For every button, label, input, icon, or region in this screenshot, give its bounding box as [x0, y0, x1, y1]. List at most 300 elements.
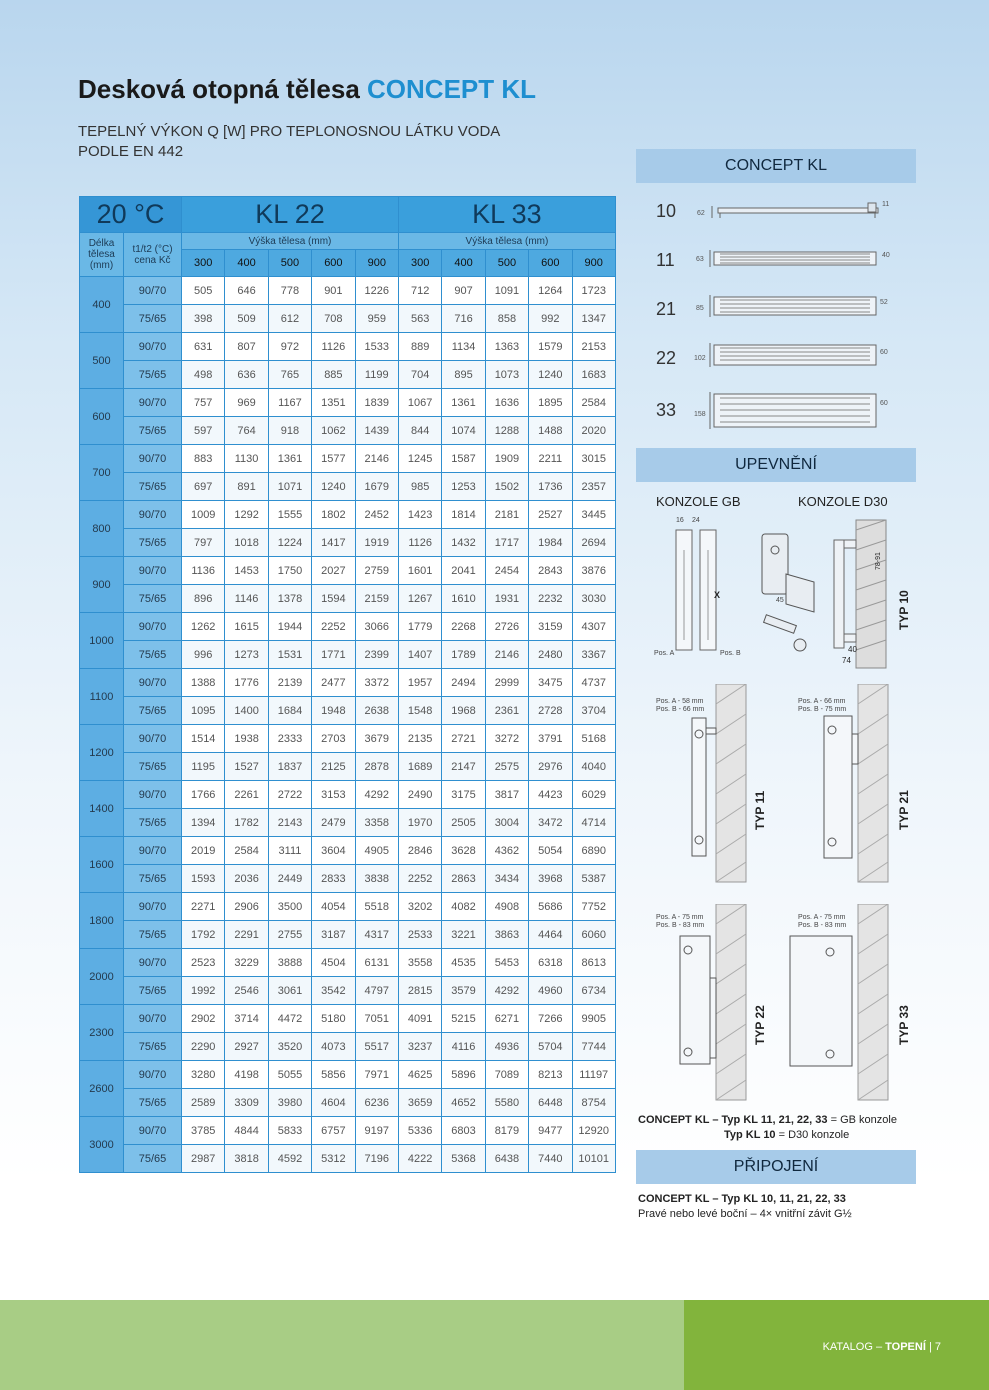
pos-b-label: Pos. B — [720, 650, 741, 657]
pripojeni-note-line-1: CONCEPT KL – Typ KL 10, 11, 21, 22, 33 — [638, 1193, 846, 1205]
value-cell: 7744 — [572, 1033, 615, 1061]
value-cell: 4472 — [268, 1005, 311, 1033]
value-cell: 11197 — [572, 1061, 615, 1089]
value-cell: 2291 — [225, 921, 268, 949]
value-cell: 895 — [442, 361, 485, 389]
value-cell: 1594 — [312, 585, 355, 613]
condition-cell: 90/70 — [124, 445, 182, 473]
length-cell: 2300 — [80, 1005, 124, 1061]
value-cell: 2846 — [398, 837, 441, 865]
value-cell: 1417 — [312, 529, 355, 557]
subtitle-line-1: TEPELNÝ VÝKON Q [W] PRO TEPLONOSNOU LÁTKU VODA — [78, 123, 501, 140]
value-cell: 3980 — [268, 1089, 311, 1117]
value-cell: 2703 — [312, 725, 355, 753]
value-cell: 1610 — [442, 585, 485, 613]
typ-33-label: TYP 33 — [897, 1005, 911, 1045]
value-cell: 3358 — [355, 809, 398, 837]
value-cell: 3838 — [355, 865, 398, 893]
table-row — [80, 1117, 616, 1145]
table-row — [80, 417, 616, 445]
value-cell: 1782 — [225, 809, 268, 837]
value-cell: 3968 — [529, 865, 572, 893]
length-cell: 1600 — [80, 837, 124, 893]
value-cell: 646 — [225, 277, 268, 305]
length-cell: 1200 — [80, 725, 124, 781]
value-cell: 1226 — [355, 277, 398, 305]
value-cell: 5336 — [398, 1117, 441, 1145]
value-cell: 1224 — [268, 529, 311, 557]
typ11-pos-b: Pos. B - 66 mm — [656, 706, 705, 713]
dim-x: X — [714, 590, 721, 600]
value-cell: 3475 — [529, 669, 572, 697]
value-cell: 1071 — [268, 473, 311, 501]
value-cell: 1717 — [485, 529, 528, 557]
value-cell: 901 — [312, 277, 355, 305]
value-cell: 1018 — [225, 529, 268, 557]
value-cell: 1931 — [485, 585, 528, 613]
t11-right-dim: 40 — [882, 252, 890, 259]
value-cell: 2271 — [182, 893, 225, 921]
bracket-3d-drawing — [762, 534, 814, 651]
condition-cell: 90/70 — [124, 1117, 182, 1145]
value-cell: 2722 — [268, 781, 311, 809]
height-label-kl33: Výška tělesa (mm) — [398, 233, 615, 250]
value-cell: 2833 — [312, 865, 355, 893]
value-cell: 844 — [398, 417, 441, 445]
length-cell: 900 — [80, 557, 124, 613]
typ33-pos-a: Pos. A - 75 mm — [798, 914, 846, 921]
value-cell: 3434 — [485, 865, 528, 893]
length-cell: 400 — [80, 277, 124, 333]
table-row — [80, 305, 616, 333]
value-cell: 1073 — [485, 361, 528, 389]
typ11-pos-a: Pos. A - 58 mm — [656, 698, 704, 705]
value-cell: 6060 — [572, 921, 615, 949]
value-cell: 1948 — [312, 697, 355, 725]
value-cell: 3679 — [355, 725, 398, 753]
value-cell: 3221 — [442, 921, 485, 949]
pripojeni-note-line-2: Pravé nebo levé boční – 4× vnitřní závit G½ — [638, 1208, 852, 1220]
value-cell: 712 — [398, 277, 441, 305]
radiator-typ21 — [824, 716, 858, 858]
pripojeni-bar: PŘIPOJENÍ — [636, 1150, 916, 1184]
value-cell: 8213 — [529, 1061, 572, 1089]
length-cell: 1400 — [80, 781, 124, 837]
value-cell: 1130 — [225, 445, 268, 473]
value-cell: 3153 — [312, 781, 355, 809]
condition-cell: 75/65 — [124, 865, 182, 893]
value-cell: 5055 — [268, 1061, 311, 1089]
value-cell: 2728 — [529, 697, 572, 725]
value-cell: 498 — [182, 361, 225, 389]
value-cell: 918 — [268, 417, 311, 445]
value-cell: 1601 — [398, 557, 441, 585]
value-cell: 1394 — [182, 809, 225, 837]
value-cell: 5453 — [485, 949, 528, 977]
value-cell: 2146 — [355, 445, 398, 473]
value-cell: 1363 — [485, 333, 528, 361]
value-cell: 2333 — [268, 725, 311, 753]
value-cell: 2906 — [225, 893, 268, 921]
value-cell: 1577 — [312, 445, 355, 473]
konzole-note-1-bold: CONCEPT KL – Typ KL 11, 21, 22, 33 — [638, 1114, 828, 1126]
dim-40: 40 — [848, 645, 857, 654]
value-cell: 5168 — [572, 725, 615, 753]
value-cell: 2361 — [485, 697, 528, 725]
value-cell: 2027 — [312, 557, 355, 585]
value-cell: 1683 — [572, 361, 615, 389]
value-cell: 1126 — [398, 529, 441, 557]
value-cell: 2159 — [355, 585, 398, 613]
value-cell: 2815 — [398, 977, 441, 1005]
value-cell: 891 — [225, 473, 268, 501]
value-cell: 3628 — [442, 837, 485, 865]
value-cell: 1199 — [355, 361, 398, 389]
condition-cell: 90/70 — [124, 557, 182, 585]
table-row — [80, 1033, 616, 1061]
dim-45: 45 — [776, 597, 784, 604]
value-cell: 858 — [485, 305, 528, 333]
typ21-pos-a: Pos. A - 66 mm — [798, 698, 846, 705]
condition-cell: 75/65 — [124, 1089, 182, 1117]
value-cell: 1091 — [485, 277, 528, 305]
value-cell: 3542 — [312, 977, 355, 1005]
value-cell: 6271 — [485, 1005, 528, 1033]
value-cell: 2357 — [572, 473, 615, 501]
value-cell: 5517 — [355, 1033, 398, 1061]
wall-typ21 — [858, 684, 888, 882]
typ22-pos-a: Pos. A - 75 mm — [656, 914, 704, 921]
value-cell: 3818 — [225, 1145, 268, 1173]
value-cell: 2252 — [398, 865, 441, 893]
value-cell: 398 — [182, 305, 225, 333]
value-cell: 3558 — [398, 949, 441, 977]
upevneni-bar: UPEVNĚNÍ — [636, 448, 916, 482]
dim-78-91: 78-91 — [875, 552, 882, 570]
length-cell: 3000 — [80, 1117, 124, 1173]
value-cell: 2454 — [485, 557, 528, 585]
condition-cell: 90/70 — [124, 669, 182, 697]
konzole-d30-label: KONZOLE D30 — [798, 494, 888, 509]
length-cell: 2000 — [80, 949, 124, 1005]
value-cell: 8179 — [485, 1117, 528, 1145]
value-cell: 9477 — [529, 1117, 572, 1145]
condition-cell: 75/65 — [124, 1145, 182, 1173]
value-cell: 3579 — [442, 977, 485, 1005]
value-cell: 2147 — [442, 753, 485, 781]
value-cell: 4737 — [572, 669, 615, 697]
table-row — [80, 361, 616, 389]
value-cell: 3785 — [182, 1117, 225, 1145]
type-21-label: 21 — [656, 299, 677, 319]
value-cell: 1488 — [529, 417, 572, 445]
value-cell: 4082 — [442, 893, 485, 921]
value-cell: 1814 — [442, 501, 485, 529]
value-cell: 4423 — [529, 781, 572, 809]
value-cell: 2999 — [485, 669, 528, 697]
value-cell: 2863 — [442, 865, 485, 893]
table-row — [80, 949, 616, 977]
value-cell: 4091 — [398, 1005, 441, 1033]
table-row — [80, 1145, 616, 1173]
value-cell: 8613 — [572, 949, 615, 977]
condition-cell: 75/65 — [124, 809, 182, 837]
value-cell: 2480 — [529, 641, 572, 669]
value-cell: 1453 — [225, 557, 268, 585]
length-cell: 1100 — [80, 669, 124, 725]
value-cell: 3817 — [485, 781, 528, 809]
value-cell: 509 — [225, 305, 268, 333]
value-cell: 3704 — [572, 697, 615, 725]
value-cell: 1531 — [268, 641, 311, 669]
value-cell: 764 — [225, 417, 268, 445]
value-cell: 7051 — [355, 1005, 398, 1033]
type-33-label: 33 — [656, 400, 677, 420]
value-cell: 1126 — [312, 333, 355, 361]
value-cell: 1839 — [355, 389, 398, 417]
value-cell: 3175 — [442, 781, 485, 809]
value-cell: 3004 — [485, 809, 528, 837]
value-cell: 4040 — [572, 753, 615, 781]
value-cell: 597 — [182, 417, 225, 445]
value-cell: 1736 — [529, 473, 572, 501]
value-cell: 2726 — [485, 613, 528, 641]
value-cell: 3367 — [572, 641, 615, 669]
table-row — [80, 669, 616, 697]
value-cell: 1240 — [529, 361, 572, 389]
value-cell: 1527 — [225, 753, 268, 781]
value-cell: 2135 — [398, 725, 441, 753]
value-cell: 2589 — [182, 1089, 225, 1117]
value-cell: 2399 — [355, 641, 398, 669]
value-cell: 2020 — [572, 417, 615, 445]
value-cell: 3237 — [398, 1033, 441, 1061]
value-cell: 2976 — [529, 753, 572, 781]
value-cell: 2987 — [182, 1145, 225, 1173]
value-cell: 8754 — [572, 1089, 615, 1117]
value-cell: 1944 — [268, 613, 311, 641]
value-cell: 7089 — [485, 1061, 528, 1089]
value-cell: 1792 — [182, 921, 225, 949]
group-kl33-header: KL 33 — [398, 197, 615, 233]
table-row — [80, 809, 616, 837]
value-cell: 2479 — [312, 809, 355, 837]
value-cell: 889 — [398, 333, 441, 361]
value-cell: 1992 — [182, 977, 225, 1005]
konzole-note-1-rest: = GB konzole — [827, 1114, 897, 1126]
table-row — [80, 473, 616, 501]
value-cell: 2125 — [312, 753, 355, 781]
table-row — [80, 977, 616, 1005]
value-cell: 1684 — [268, 697, 311, 725]
value-cell: 704 — [398, 361, 441, 389]
value-cell: 4073 — [312, 1033, 355, 1061]
condition-cell: 90/70 — [124, 837, 182, 865]
typ-21-label: TYP 21 — [897, 790, 911, 830]
value-cell: 3372 — [355, 669, 398, 697]
wall-typ22 — [716, 904, 746, 1100]
value-cell: 4908 — [485, 893, 528, 921]
value-cell: 7196 — [355, 1145, 398, 1173]
footer-page-number: | 7 — [928, 1341, 941, 1353]
footer-section: TOPENÍ — [885, 1341, 926, 1353]
value-cell: 1750 — [268, 557, 311, 585]
value-cell: 2878 — [355, 753, 398, 781]
value-cell: 2232 — [529, 585, 572, 613]
temperature-header: 20 °C — [80, 197, 182, 233]
condition-cell: 75/65 — [124, 697, 182, 725]
dim-16: 16 — [676, 517, 684, 524]
condition-cell: 75/65 — [124, 921, 182, 949]
value-cell: 1167 — [268, 389, 311, 417]
wall-typ33 — [858, 904, 888, 1100]
value-cell: 1579 — [529, 333, 572, 361]
value-cell: 1195 — [182, 753, 225, 781]
value-cell: 3791 — [529, 725, 572, 753]
value-cell: 2584 — [225, 837, 268, 865]
value-cell: 969 — [225, 389, 268, 417]
dim-24: 24 — [692, 517, 700, 524]
value-cell: 3445 — [572, 501, 615, 529]
value-cell: 2694 — [572, 529, 615, 557]
condition-cell: 90/70 — [124, 725, 182, 753]
value-cell: 2290 — [182, 1033, 225, 1061]
typ-10-label: TYP 10 — [897, 590, 911, 630]
title-main: Desková otopná tělesa — [78, 74, 360, 104]
value-cell: 2211 — [529, 445, 572, 473]
value-cell: 1984 — [529, 529, 572, 557]
typ22-typ33-drawing — [640, 904, 920, 1104]
condition-cell: 90/70 — [124, 781, 182, 809]
value-cell: 765 — [268, 361, 311, 389]
length-cell: 600 — [80, 389, 124, 445]
value-cell: 5704 — [529, 1033, 572, 1061]
value-cell: 2546 — [225, 977, 268, 1005]
condition-column-header: t1/t2 (°C) cena Kč — [124, 233, 182, 277]
value-cell: 3272 — [485, 725, 528, 753]
value-cell: 1771 — [312, 641, 355, 669]
value-cell: 5896 — [442, 1061, 485, 1089]
condition-cell: 90/70 — [124, 333, 182, 361]
value-cell: 2452 — [355, 501, 398, 529]
value-cell: 708 — [312, 305, 355, 333]
value-cell: 2527 — [529, 501, 572, 529]
value-cell: 1347 — [572, 305, 615, 333]
value-cell: 2181 — [485, 501, 528, 529]
value-cell: 3472 — [529, 809, 572, 837]
value-cell: 2927 — [225, 1033, 268, 1061]
value-cell: 3659 — [398, 1089, 441, 1117]
value-cell: 2584 — [572, 389, 615, 417]
value-cell: 4464 — [529, 921, 572, 949]
concept-kl-bar: CONCEPT KL — [636, 149, 916, 183]
value-cell: 5580 — [485, 1089, 528, 1117]
value-cell: 1067 — [398, 389, 441, 417]
value-cell: 1240 — [312, 473, 355, 501]
type-33-drawing — [694, 392, 888, 429]
table-body — [80, 277, 616, 1173]
condition-cell: 90/70 — [124, 1061, 182, 1089]
value-cell: 5368 — [442, 1145, 485, 1173]
value-cell: 5833 — [268, 1117, 311, 1145]
value-cell: 3066 — [355, 613, 398, 641]
value-cell: 4592 — [268, 1145, 311, 1173]
table-row — [80, 753, 616, 781]
value-cell: 6757 — [312, 1117, 355, 1145]
value-cell: 4317 — [355, 921, 398, 949]
page-title — [78, 74, 536, 105]
konzole-note-line-1 — [638, 1113, 897, 1128]
value-cell: 7266 — [529, 1005, 572, 1033]
value-cell: 3888 — [268, 949, 311, 977]
value-cell: 6029 — [572, 781, 615, 809]
length-cell: 2600 — [80, 1061, 124, 1117]
typ21-pos-b: Pos. B - 75 mm — [798, 706, 847, 713]
value-cell: 2268 — [442, 613, 485, 641]
value-cell: 797 — [182, 529, 225, 557]
value-cell: 9197 — [355, 1117, 398, 1145]
value-cell: 1146 — [225, 585, 268, 613]
type-21-drawing — [696, 295, 888, 317]
value-cell: 1136 — [182, 557, 225, 585]
value-cell: 612 — [268, 305, 311, 333]
value-cell: 7971 — [355, 1061, 398, 1089]
value-cell: 1970 — [398, 809, 441, 837]
value-cell: 6890 — [572, 837, 615, 865]
value-cell: 1074 — [442, 417, 485, 445]
table-row — [80, 781, 616, 809]
value-cell: 2019 — [182, 837, 225, 865]
value-cell: 3604 — [312, 837, 355, 865]
value-cell: 1919 — [355, 529, 398, 557]
value-cell: 2843 — [529, 557, 572, 585]
value-cell: 1388 — [182, 669, 225, 697]
value-cell: 3030 — [572, 585, 615, 613]
konzole-note-2-rest: = D30 konzole — [775, 1129, 850, 1141]
value-cell: 4905 — [355, 837, 398, 865]
radiator-cross-sections — [690, 196, 900, 436]
value-cell: 1909 — [485, 445, 528, 473]
type-11-drawing — [696, 250, 890, 267]
t10-left-dim: 62 — [697, 210, 705, 217]
height-header-cell: 300 — [182, 250, 225, 277]
value-cell: 1439 — [355, 417, 398, 445]
value-cell: 1802 — [312, 501, 355, 529]
value-cell: 2477 — [312, 669, 355, 697]
table-row — [80, 389, 616, 417]
value-cell: 1895 — [529, 389, 572, 417]
value-cell: 1292 — [225, 501, 268, 529]
value-cell: 807 — [225, 333, 268, 361]
condition-cell: 75/65 — [124, 305, 182, 333]
length-cell: 800 — [80, 501, 124, 557]
value-cell: 12920 — [572, 1117, 615, 1145]
konzole-note-line-2 — [724, 1128, 849, 1143]
value-cell: 1593 — [182, 865, 225, 893]
radiator-typ11 — [692, 718, 716, 856]
value-cell: 3500 — [268, 893, 311, 921]
value-cell: 4714 — [572, 809, 615, 837]
type-10-drawing — [697, 201, 889, 218]
value-cell: 1432 — [442, 529, 485, 557]
value-cell: 3863 — [485, 921, 528, 949]
value-cell: 959 — [355, 305, 398, 333]
value-cell: 1288 — [485, 417, 528, 445]
type-22-drawing — [694, 343, 888, 367]
condition-cell: 75/65 — [124, 641, 182, 669]
value-cell: 1968 — [442, 697, 485, 725]
value-cell: 3061 — [268, 977, 311, 1005]
